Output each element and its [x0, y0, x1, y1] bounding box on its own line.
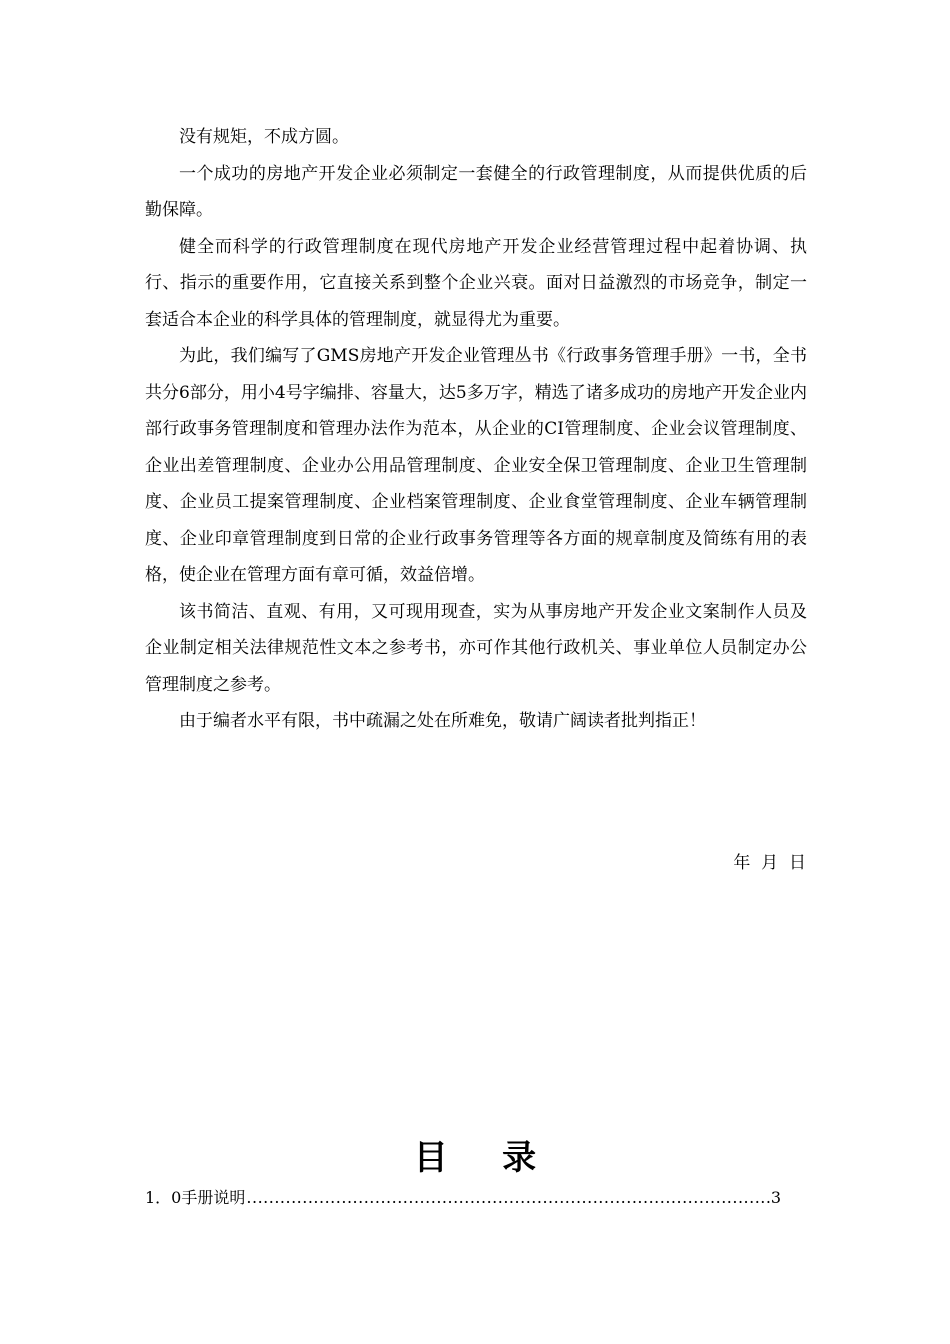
preface-paragraph-5: 该书简洁、直观、有用，又可现用现查，实为从事房地产开发企业文案制作人员及企业制定相关法律规范性文本之参考书，亦可作其他行政机关、事业单位人员制定办公管理制度之参考。 [145, 601, 807, 695]
toc-entry[interactable] [145, 1183, 781, 1213]
toc-heading: 目录 [413, 1138, 591, 1178]
toc-list [145, 1183, 781, 1213]
preface-paragraph-1: 没有规矩，不成方圆。 [179, 127, 349, 147]
preface-body [145, 119, 807, 740]
preface-paragraph-4: 为此，我们编写了GMS房地产开发企业管理丛书《行政事务管理手册》一书，全书共分6部分，用小4号字编排、容量大，达5多万字，精选了诸多成功的房地产开发企业内部行政事务管理制度和管理办法作为范本，从企业的CI管理制度、企业会议管理制度、企业出差管理制度、企业办公用品管理制度、企业安全保卫管理制度、企业卫生管理制度、企业员工提案管理制度、企业档案管理制度、企业食堂管理制度、企业车辆管理制度、企业印章管理制度到日常的企业行政事务管理等各方面的规章制度及简练有用的表格，使企业在管理方面有章可循，效益倍增。 [145, 346, 807, 585]
toc-dot-leader [246, 1183, 769, 1213]
toc-entry-title: 手册说明 [181, 1188, 246, 1207]
preface-paragraph-6: 由于编者水平有限，书中疏漏之处在所难免，敬请广阔读者批判指正！ [179, 711, 706, 731]
date-line: 年 月 日 [733, 853, 806, 873]
preface-paragraph-3: 健全而科学的行政管理制度在现代房地产开发企业经营管理过程中起着协调、执行、指示的重要作用，它直接关系到整个企业兴衰。面对日益激烈的市场竞争，制定一套适合本企业的科学具体的管理制度，就显得尤为重要。 [145, 236, 807, 330]
toc-entry-page: 3 [770, 1188, 781, 1207]
toc-entry-number: 1．0 [145, 1188, 182, 1207]
preface-paragraph-2: 一个成功的房地产开发企业必须制定一套健全的行政管理制度，从而提供优质的后勤保障。 [145, 163, 807, 220]
